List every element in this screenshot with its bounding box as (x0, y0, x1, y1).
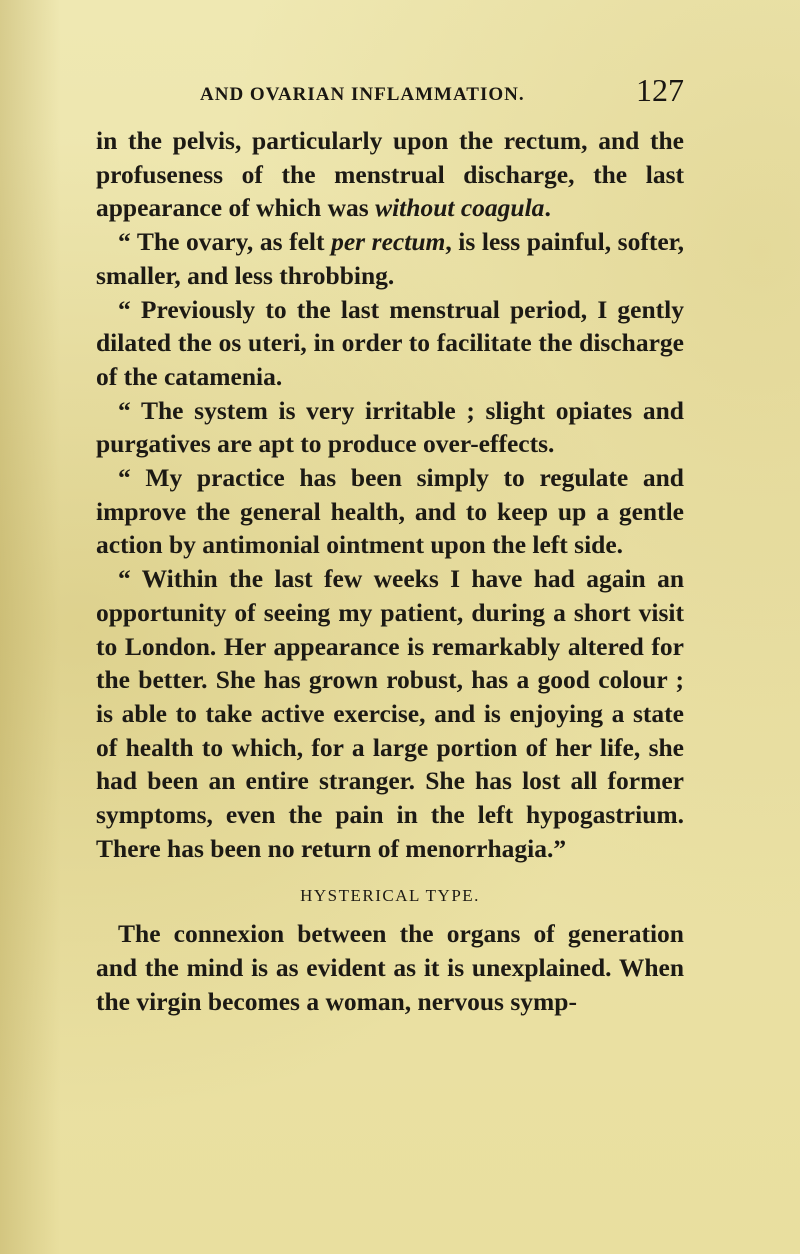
paragraph-6: “ Within the last few weeks I have had again an opportunity of seeing my patient, during a short visit to London. Her appearance is remarkably altered for the better. She has grown robust, has a good colour ; is able to take active exercise, and is enjoying a state of health to which, for a large portion of her life, she had been an entire stranger. She has lost all former symptoms, even the pain in the left hypogastrium. There has been no return of menorrhagia.” (96, 564, 684, 863)
running-head: AND OVARIAN INFLAMMATION. (200, 84, 525, 105)
page-number: 127 (636, 72, 684, 108)
page-edge-shadow (0, 0, 60, 1254)
paragraph-1-italic: without coagula (375, 193, 545, 223)
paragraph-2-italic: per rectum (331, 227, 446, 257)
paragraph-1-text: in the pelvis, particularly upon the rectum, and the profuseness of the menstrual discharge, the last appearance of which was (96, 126, 684, 223)
closing-paragraph: The connexion between the organs of generation and the mind is as evident as it is unexplained. When the virgin becomes a woman, nervous symp- (96, 919, 684, 1016)
page-header (200, 72, 684, 108)
paragraph-4: “ The system is very irritable ; slight opiates and purgatives are apt to produce over-effects. (96, 395, 684, 459)
paragraph-2-end: , is less painful, softer, smaller, and less throbbing. (96, 227, 684, 290)
body-text (96, 124, 684, 1018)
paragraph-1 (96, 124, 684, 225)
paragraph-3: “ Previously to the last menstrual period, I gently dilated the os uteri, in order to facilitate the discharge of the catamenia. (96, 294, 684, 391)
paragraph-5: “ My practice has been simply to regulate and improve the general health, and to keep up a gentle action by antimonial ointment upon the left side. (96, 463, 684, 560)
paragraph-2-text: “ The ovary, as felt (118, 227, 332, 257)
paragraph-2 (96, 225, 684, 292)
section-heading: HYSTERICAL TYPE. (300, 886, 480, 906)
paragraph-1-end: . (544, 193, 551, 223)
